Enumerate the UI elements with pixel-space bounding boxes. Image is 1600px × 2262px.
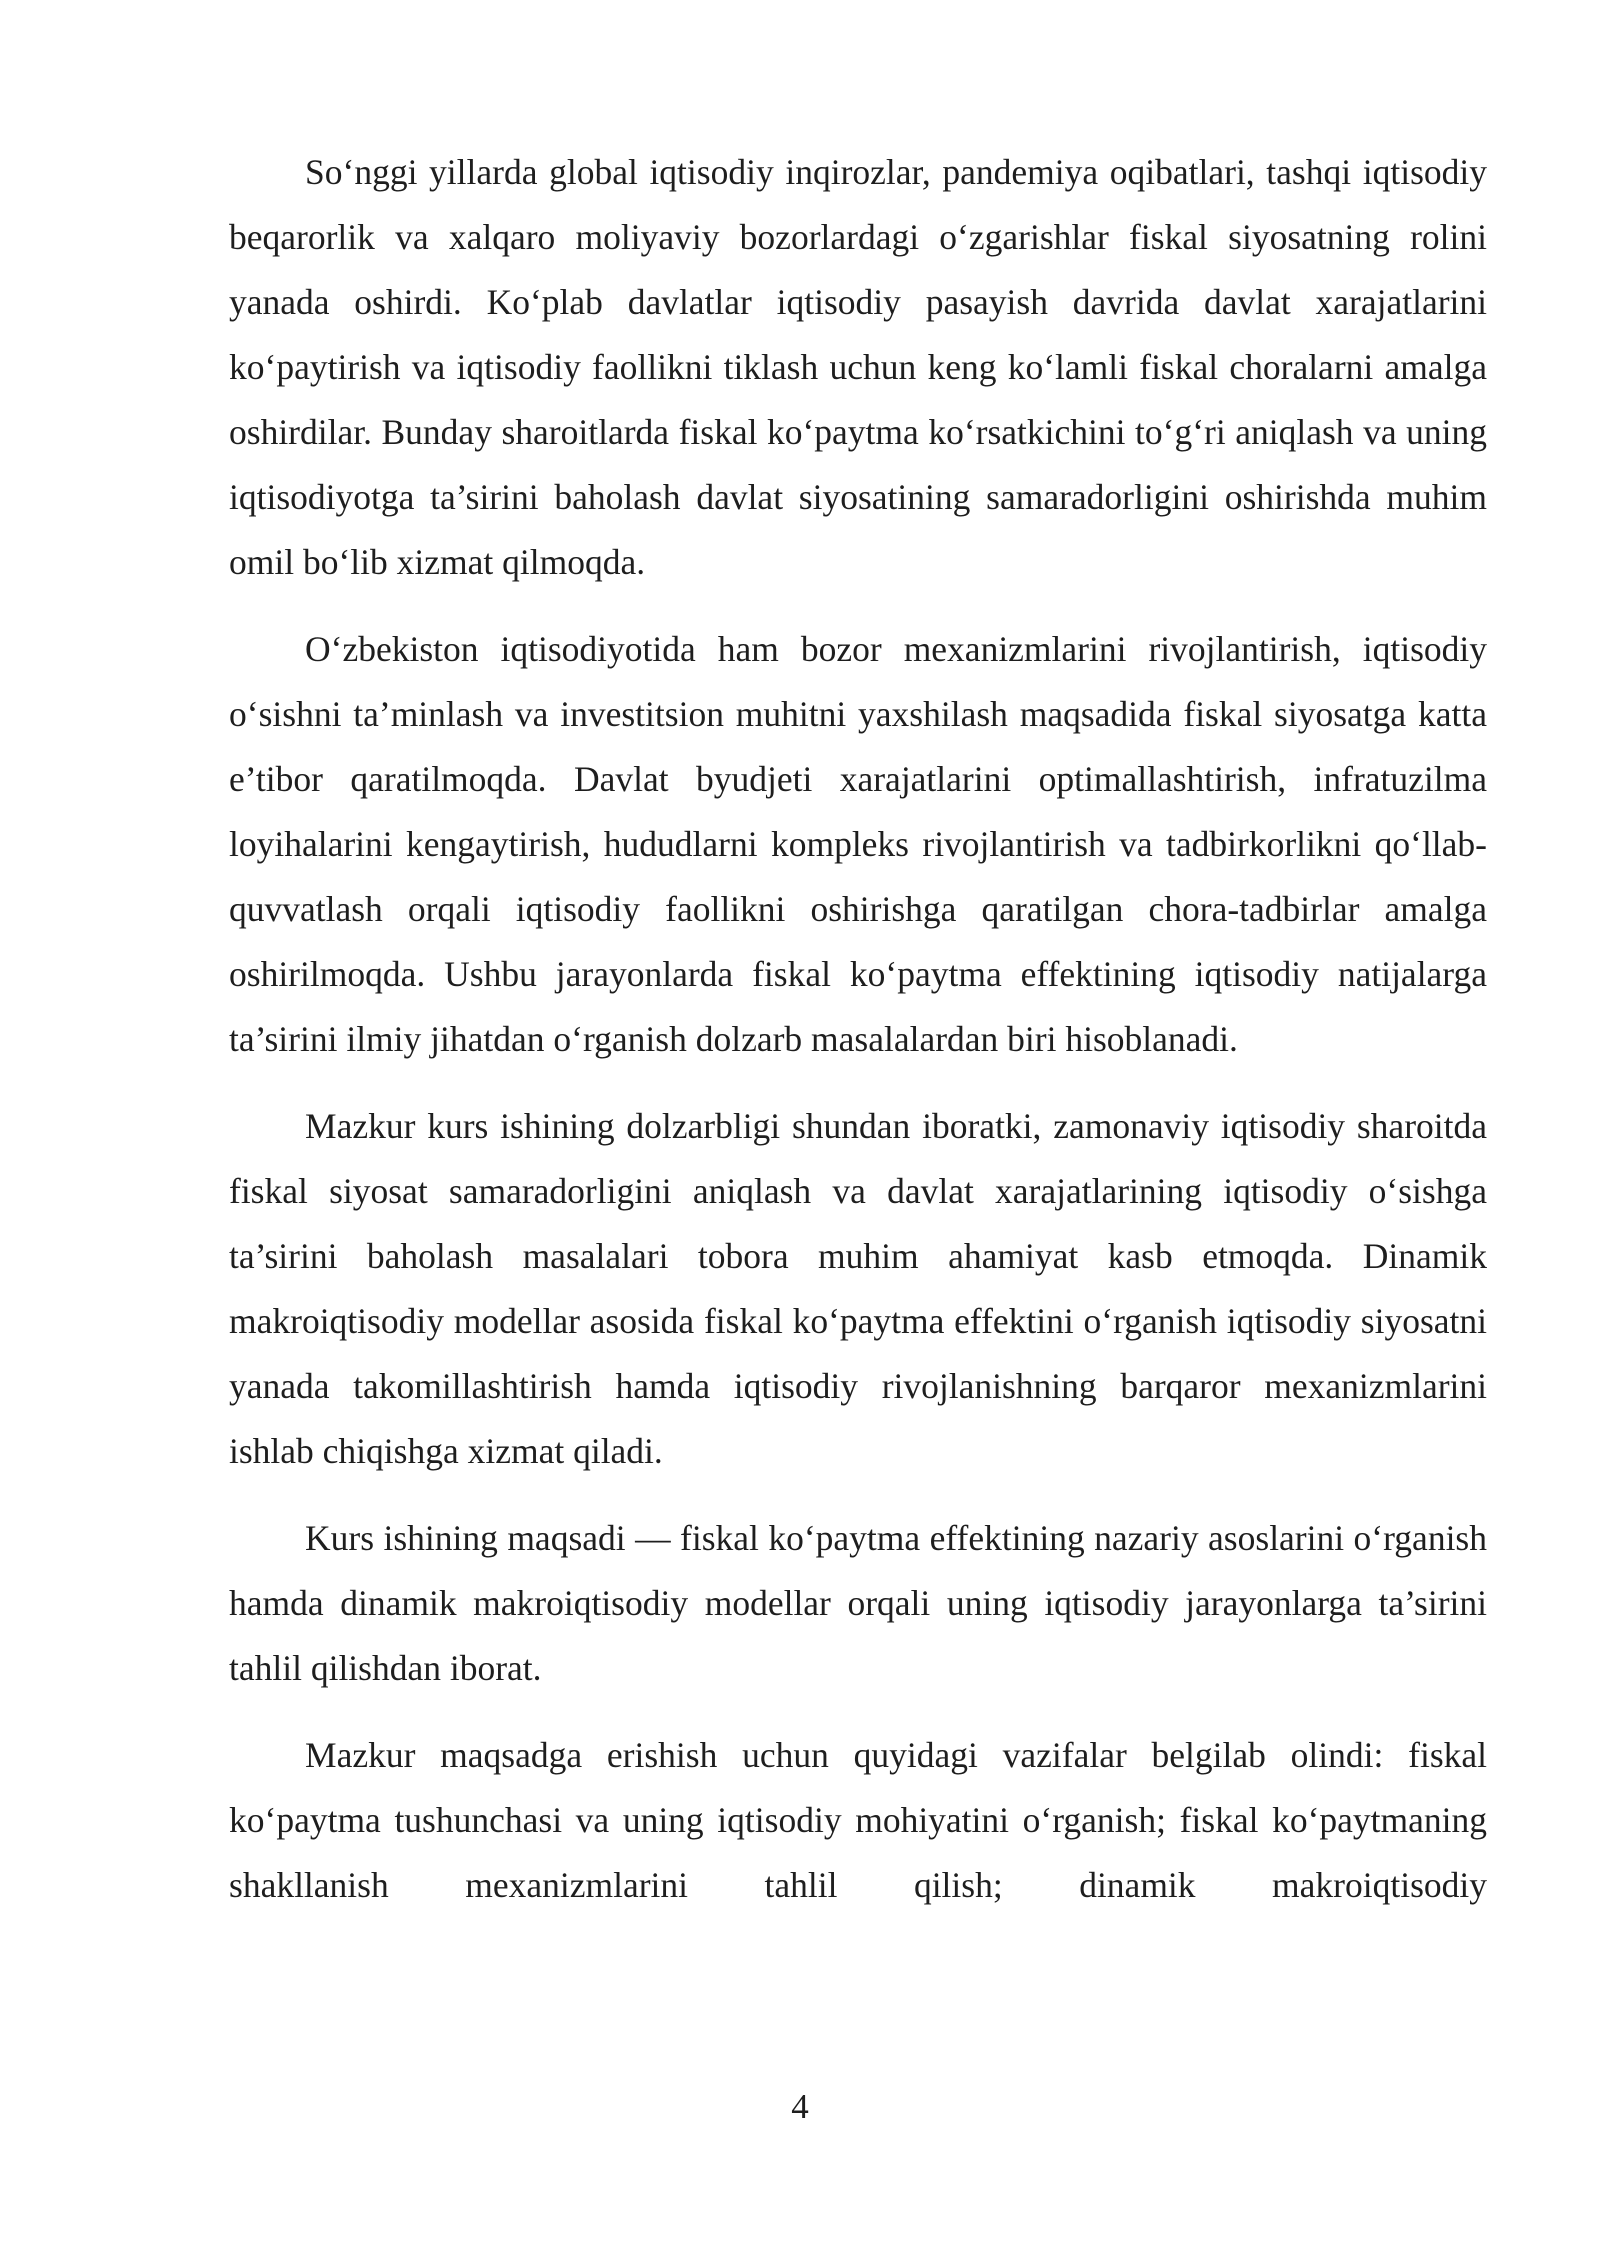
paragraph-5: Mazkur maqsadga erishish uchun quyidagi vazifalar belgilab olindi: fiskal ko‘paytma tushunchasi va uning iqtisodiy mohiyatini o‘rganish; fiskal ko‘paytmaning shakllanish mexanizmlarini tahlil qilish; dinamik makroiqtisodiy [229, 1735, 1487, 1905]
paragraph-4: Kurs ishining maqsadi — fiskal ko‘paytma effektining nazariy asoslarini o‘rganish hamda dinamik makroiqtisodiy modellar orqali uning iqtisodiy jarayonlarga ta’sirini tahlil qilishdan iborat. [229, 1518, 1487, 1688]
body-text [229, 140, 1487, 1918]
paragraph-2: O‘zbekiston iqtisodiyotida ham bozor mexanizmlarini rivojlantirish, iqtisodiy o‘sishni ta’minlash va investitsion muhitni yaxshilash maqsadida fiskal siyosatga katta e’tibor qaratilmoqda. Davlat byudjeti xarajatlarini optimallashtirish, infratuzilma loyihalarini kengaytirish, hududlarni kompleks rivojlantirish va tadbirkorlikni qo‘llab-quvvatlash orqali iqtisodiy faollikni oshirishga qaratilgan chora-tadbirlar amalga oshirilmoqda. Ushbu jarayonlarda fiskal ko‘paytma effektining iqtisodiy natijalarga ta’sirini ilmiy jihatdan o‘rganish dolzarb masalalardan biri hisoblanadi. [229, 629, 1487, 1059]
page-number: 4 [791, 2087, 809, 2126]
paragraph-1: So‘nggi yillarda global iqtisodiy inqirozlar, pandemiya oqibatlari, tashqi iqtisodiy beqarorlik va xalqaro moliyaviy bozorlardagi o‘zgarishlar fiskal siyosatning rolini yanada oshirdi. Ko‘plab davlatlar iqtisodiy pasayish davrida davlat xarajatlarini ko‘paytirish va iqtisodiy faollikni tiklash uchun keng ko‘lamli fiskal choralarni amalga oshirdilar. Bunday sharoitlarda fiskal ko‘paytma ko‘rsatkichini to‘g‘ri aniqlash va uning iqtisodiyotga ta’sirini baholash davlat siyosatining samaradorligini oshirishda muhim omil bo‘lib xizmat qilmoqda. [229, 152, 1487, 582]
paragraph-3: Mazkur kurs ishining dolzarbligi shundan iboratki, zamonaviy iqtisodiy sharoitda fiskal siyosat samaradorligini aniqlash va davlat xarajatlarining iqtisodiy o‘sishga ta’sirini baholash masalalari tobora muhim ahamiyat kasb etmoqda. Dinamik makroiqtisodiy modellar asosida fiskal ko‘paytma effektini o‘rganish iqtisodiy siyosatni yanada takomillashtirish hamda iqtisodiy rivojlanishning barqaror mexanizmlarini ishlab chiqishga xizmat qiladi. [229, 1106, 1487, 1471]
